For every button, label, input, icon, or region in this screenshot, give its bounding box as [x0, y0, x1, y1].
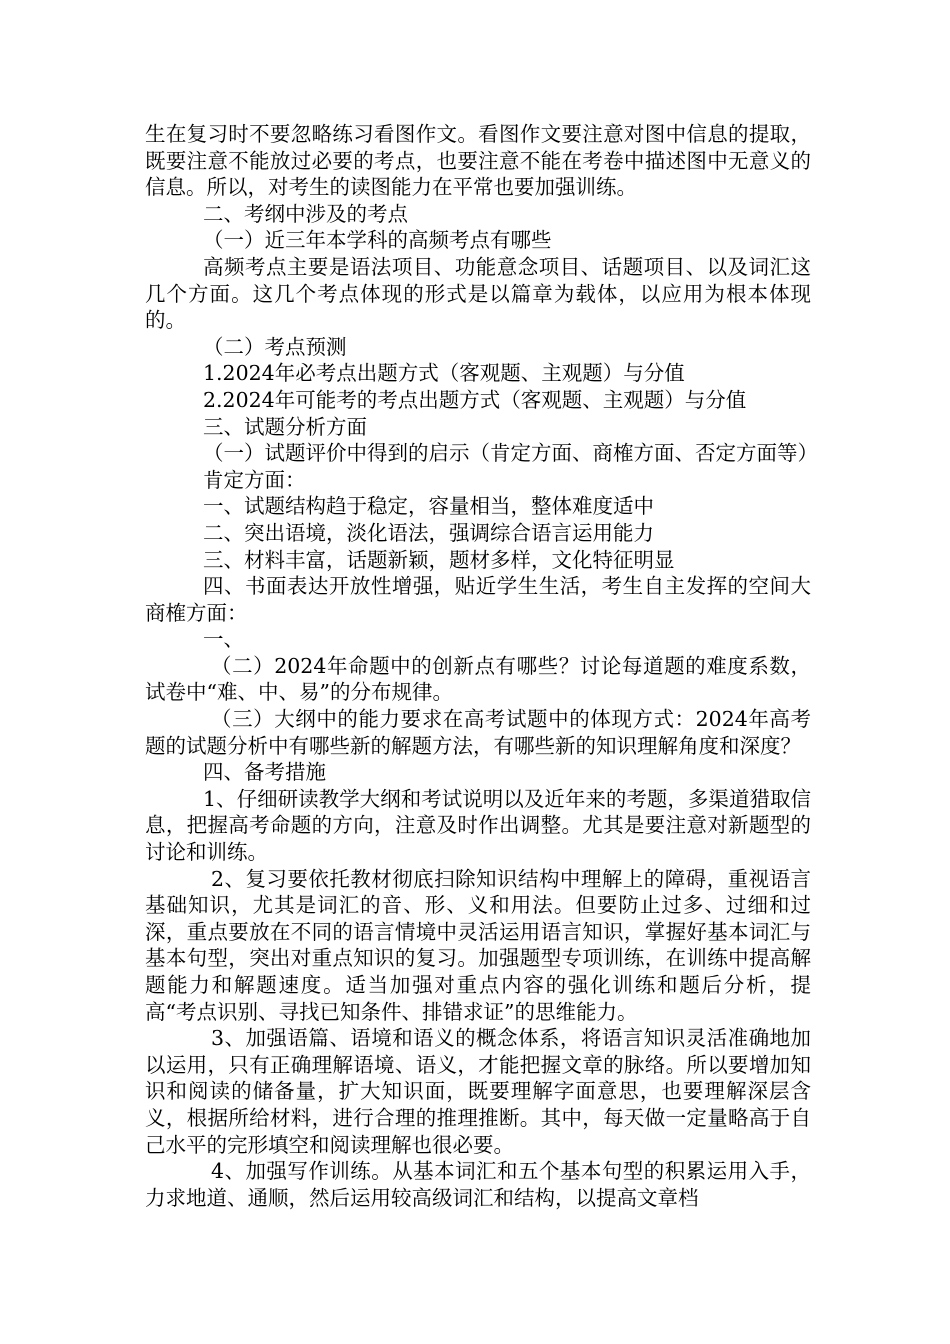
paragraph: 4、加强写作训练。从基本词汇和五个基本句型的积累运用入手，力求地道、通顺，然后运用较高级词汇和结构，以提高文章档 [145, 1159, 811, 1210]
paragraph: 肯定方面： [203, 467, 306, 492]
paragraph: 二、突出语境，淡化语法，强调综合语言运用能力 [203, 520, 654, 545]
document-body [145, 121, 818, 1211]
paragraph: 一、 [203, 627, 244, 652]
paragraph: （二）考点预测 [203, 334, 347, 359]
paragraph: 二、考纲中涉及的考点 [203, 201, 408, 226]
paragraph: 3、加强语篇、语境和语义的概念体系，将语言知识灵活准确地加以运用，只有正确理解语境、语义，才能把握文章的脉络。所以要增加知识和阅读的储备量，扩大知识面，既要理解字面意思，也要理解深层含义，根据所给材料，进行合理的推理推断。其中，每天做一定量略高于自己水平的完形填空和阅读理解也很必要。 [145, 1026, 811, 1157]
paragraph: （三）大纲中的能力要求在高考试题中的体现方式：2024年高考题的试题分析中有哪些新的解题方法，有哪些新的知识理解角度和深度？ [145, 707, 811, 758]
paragraph: 1.2024年必考点出题方式（客观题、主观题）与分值 [203, 361, 685, 386]
paragraph: 四、备考措施 [203, 760, 326, 785]
paragraph: 2、复习要依托教材彻底扫除知识结构中理解上的障碍，重视语言基础知识，尤其是词汇的音、形、义和用法。但要防止过多、过细和过深，重点要放在不同的语言情境中灵活运用语言知识，掌握好基本词汇与基本句型，突出对重点知识的复习。加强题型专项训练，在训练中提高解题能力和解题速度。适当加强对重点内容的强化训练和题后分析，提高“考点识别、寻找已知条件、排错求证”的思维能力。 [145, 866, 811, 1024]
paragraph: 四、书面表达开放性增强，贴近学生生活，考生自主发挥的空间大 商榷方面： [145, 574, 811, 625]
paragraph: （一）试题评价中得到的启示（肯定方面、商榷方面、否定方面等） [203, 441, 818, 466]
paragraph: 三、材料丰富，话题新颖，题材多样，文化特征明显 [203, 547, 675, 572]
paragraph: 1、仔细研读教学大纲和考试说明以及近年来的考题，多渠道猎取信息，把握高考命题的方向，注意及时作出调整。尤其是要注意对新题型的讨论和训练。 [145, 786, 811, 865]
paragraph: 2.2024年可能考的考点出题方式（客观题、主观题）与分值 [203, 387, 747, 412]
paragraph: 高频考点主要是语法项目、功能意念项目、话题项目、以及词汇这几个方面。这几个考点体现的形式是以篇章为载体，以应用为根本体现的。 [145, 254, 811, 333]
paragraph: 三、试题分析方面 [203, 414, 367, 439]
paragraph: 一、试题结构趋于稳定，容量相当，整体难度适中 [203, 494, 654, 519]
paragraph: （一）近三年本学科的高频考点有哪些 [203, 228, 552, 253]
paragraph: 生在复习时不要忽略练习看图作文。看图作文要注意对图中信息的提取，既要注意不能放过必要的考点，也要注意不能在考卷中描述图中无意义的信息。所以，对考生的读图能力在平常也要加强训练。 [145, 122, 811, 200]
paragraph: （二）2024年命题中的创新点有哪些？讨论每道题的难度系数，试卷中“难、中、易”的分布规律。 [145, 653, 811, 705]
